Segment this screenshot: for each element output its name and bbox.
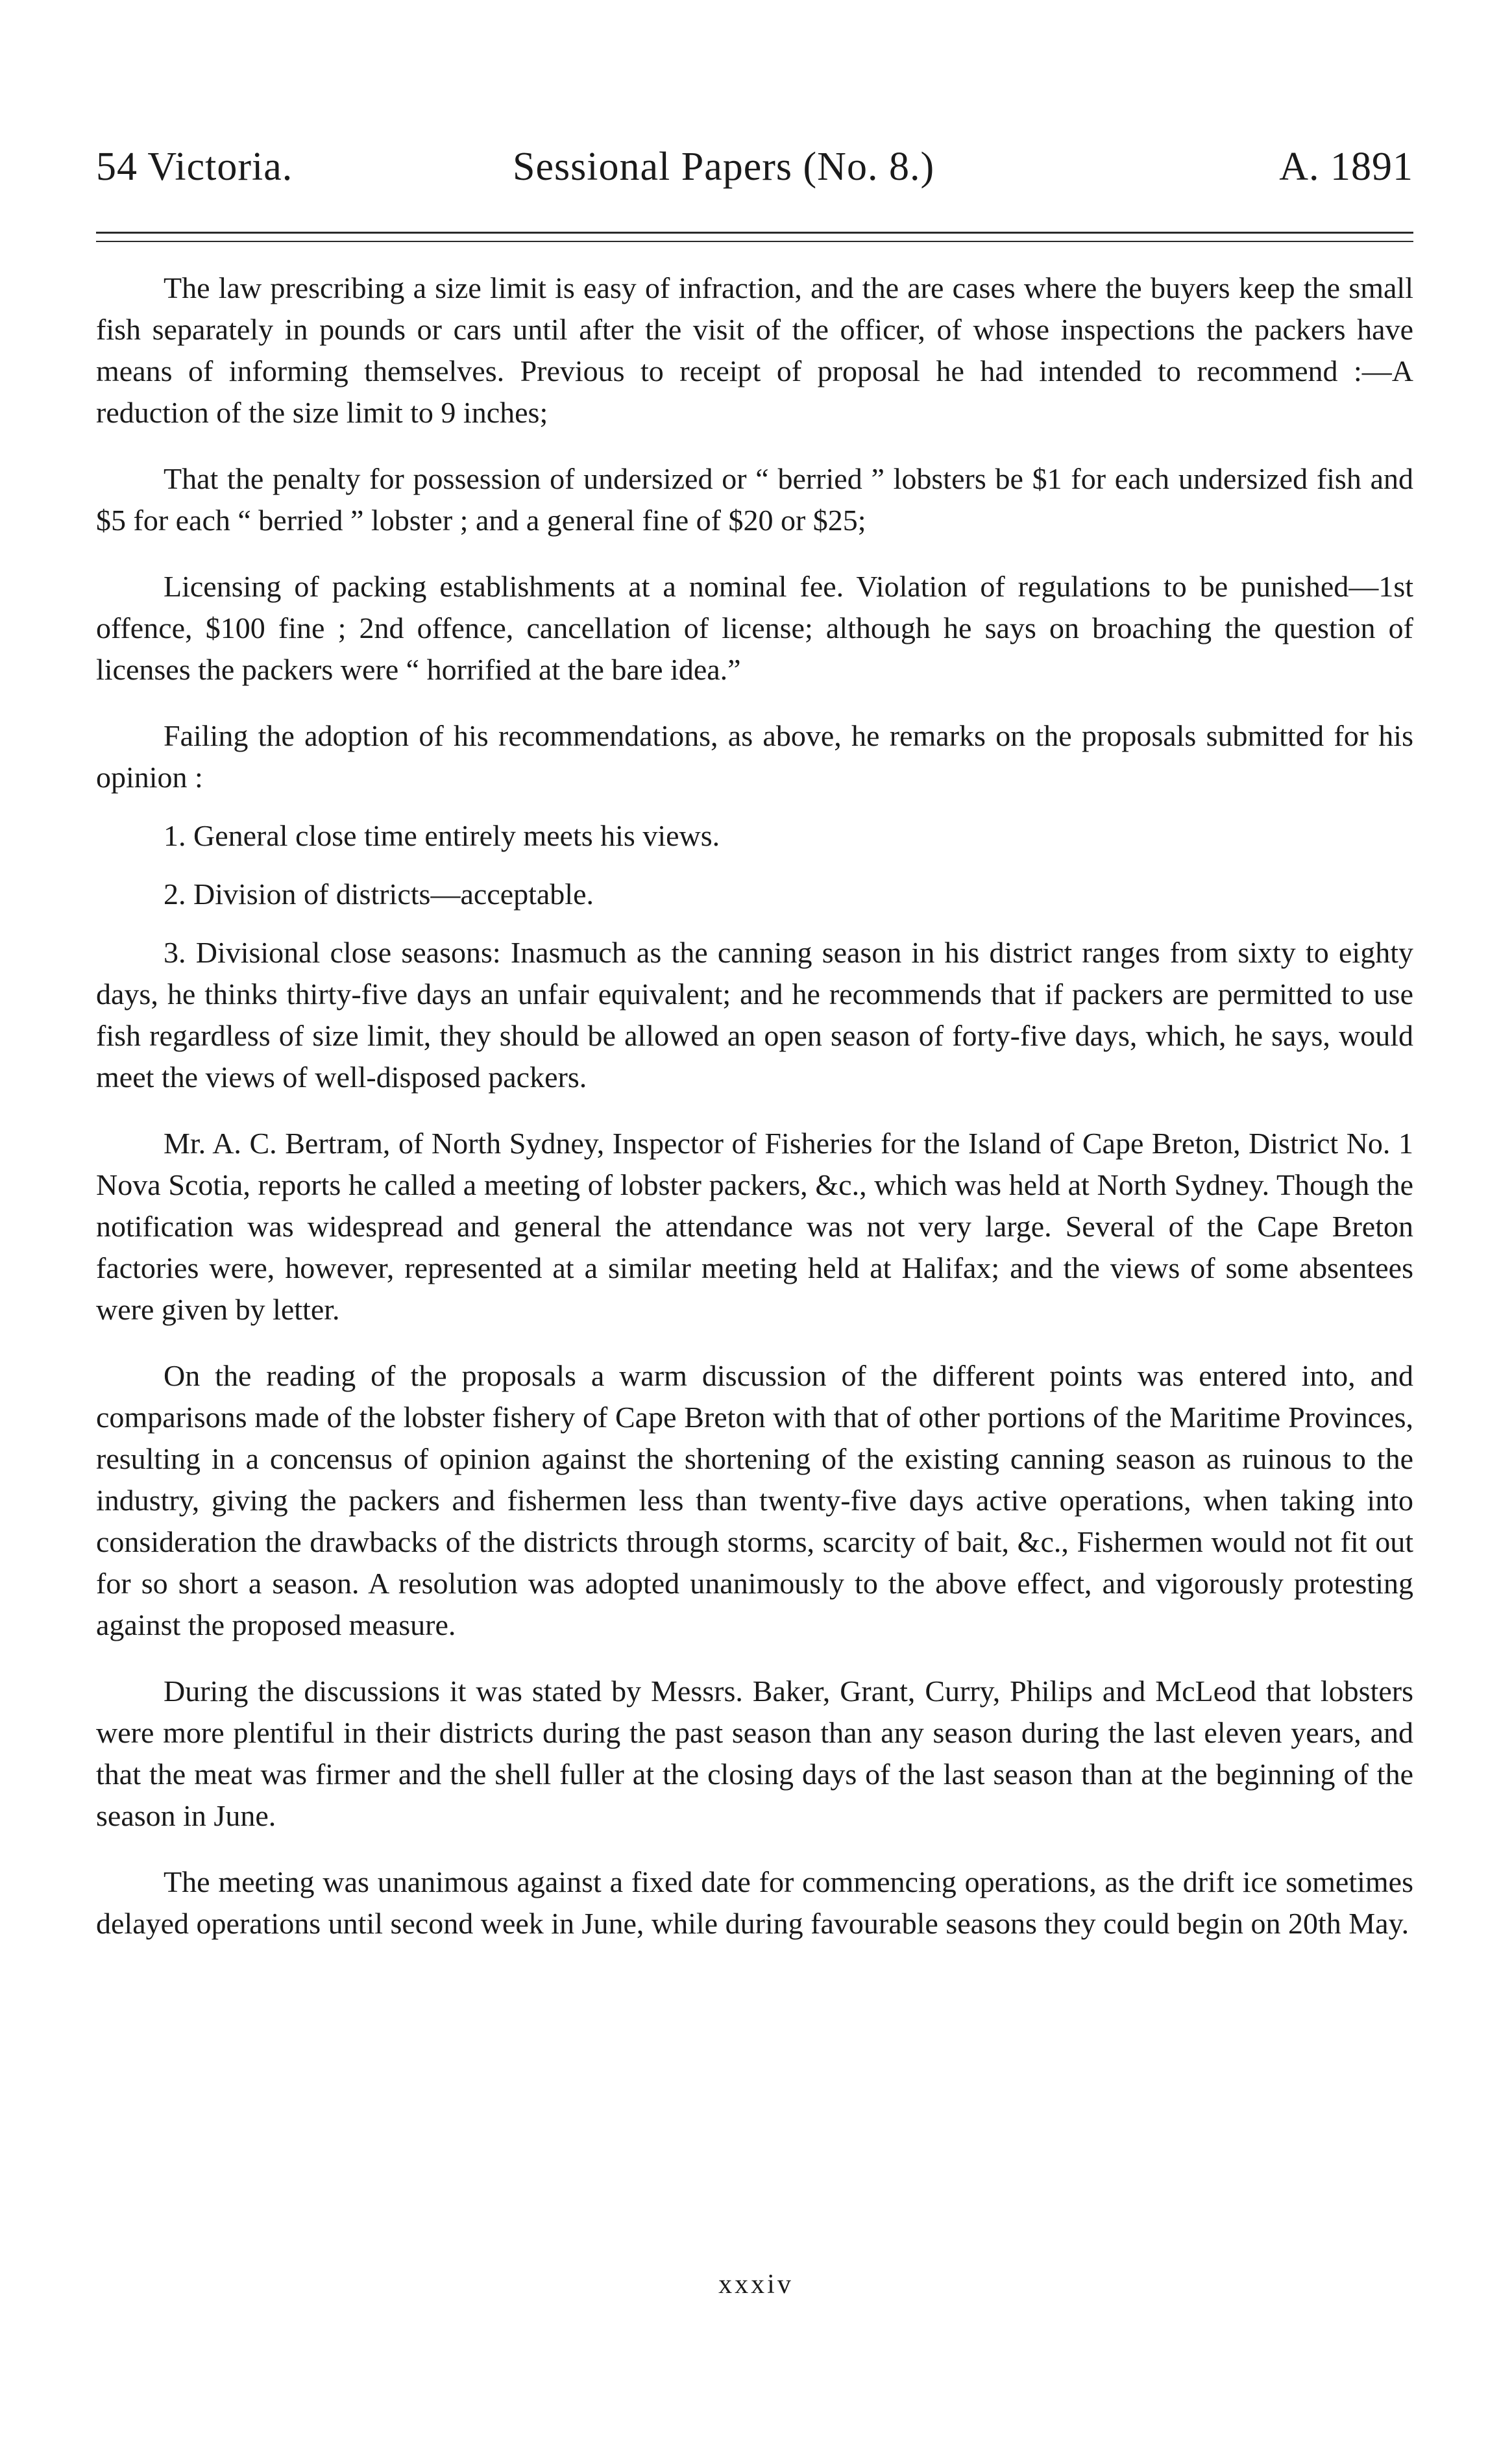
list-item-divisional-seasons: 3. Divisional close seasons: Inasmuch as the canning season in his district ranges from sixty to eighty days, he thinks thirty-five days an unfair equivalent; and he recommends that if packers are permitted to use fish regardless of size limit, they should be allowed an open season of forty-five days, which, he says, would meet the views of well-disposed packers.: [96, 936, 1413, 1094]
header-year: A. 1891: [1279, 145, 1413, 189]
running-header: [96, 138, 1413, 196]
paragraph-plentiful-lobsters: During the discussions it was stated by Messrs. Baker, Grant, Curry, Philips and McLeod that lobsters were more plentiful in their districts during the past season than any season during the last eleven years, and that the meat was firmer and the shell fuller at the closing days of the last season than at the beginning of the season in June.: [96, 1674, 1413, 1832]
header-title: Sessional Papers (No. 8.): [513, 145, 935, 189]
paragraph-fixed-date: The meeting was unanimous against a fixed date for commencing operations, as the drift ice sometimes delayed operations until second week in June, while during favourable seasons they could begin on 20th May.: [96, 1865, 1413, 1940]
paragraph-size-limit: The law prescribing a size limit is easy of infraction, and the are cases where the buyers keep the small fish separately in pounds or cars until after the visit of the officer, of whose inspections the packers have means of informing themselves. Previous to receipt of proposal he had intended to recommend :—A reduction of the size limit to 9 inches;: [96, 271, 1413, 429]
list-item-division: 2. Division of districts—acceptable.: [164, 877, 594, 911]
paragraph-proposals-intro: Failing the adoption of his recommendations, as above, he remarks on the proposals submitted for his opinion :: [96, 719, 1413, 794]
paragraph-bertram-report: Mr. A. C. Bertram, of North Sydney, Inspector of Fisheries for the Island of Cape Breton, District No. 1 Nova Scotia, reports he called a meeting of lobster packers, &c., which was held at North Sydney. Though the notification was widespread and general the attendance was not very large. Several of the Cape Breton factories were, however, represented at a similar meeting held at Halifax; and the views of some absentees were given by letter.: [96, 1127, 1413, 1326]
paragraph-licensing: Licensing of packing establishments at a nominal fee. Violation of regulations to be punished—1st offence, $100 fine ; 2nd offence, cancellation of license; although he says on broaching the question of licenses the packers were “ horrified at the bare idea.”: [96, 570, 1413, 686]
list-item-close-time: 1. General close time entirely meets his views.: [164, 819, 720, 852]
header-rule-thin: [96, 241, 1413, 242]
page-number: xxxiv: [718, 2270, 794, 2299]
paragraph-penalty: That the penalty for possession of undersized or “ berried ” lobsters be $1 for each undersized fish and $5 for each “ berried ” lobster ; and a general fine of $20 or $25;: [96, 462, 1413, 537]
header-rule-thick: [96, 232, 1413, 234]
paragraph-discussion: On the reading of the proposals a warm discussion of the different points was entered into, and comparisons made of the lobster fishery of Cape Breton with that of other portions of the Maritime Provinces, resulting in a concensus of opinion against the shortening of the existing canning season as ruinous to the industry, giving the packers and fishermen less than twenty-five days active operations, when taking into consideration the drawbacks of the districts through storms, scarcity of bait, &c., Fishermen would not fit out for so short a season. A resolution was adopted unanimously to the above effect, and vigorously protesting against the proposed measure.: [96, 1359, 1413, 1641]
header-volume: 54 Victoria.: [96, 145, 293, 189]
body-text: [96, 267, 1413, 1969]
